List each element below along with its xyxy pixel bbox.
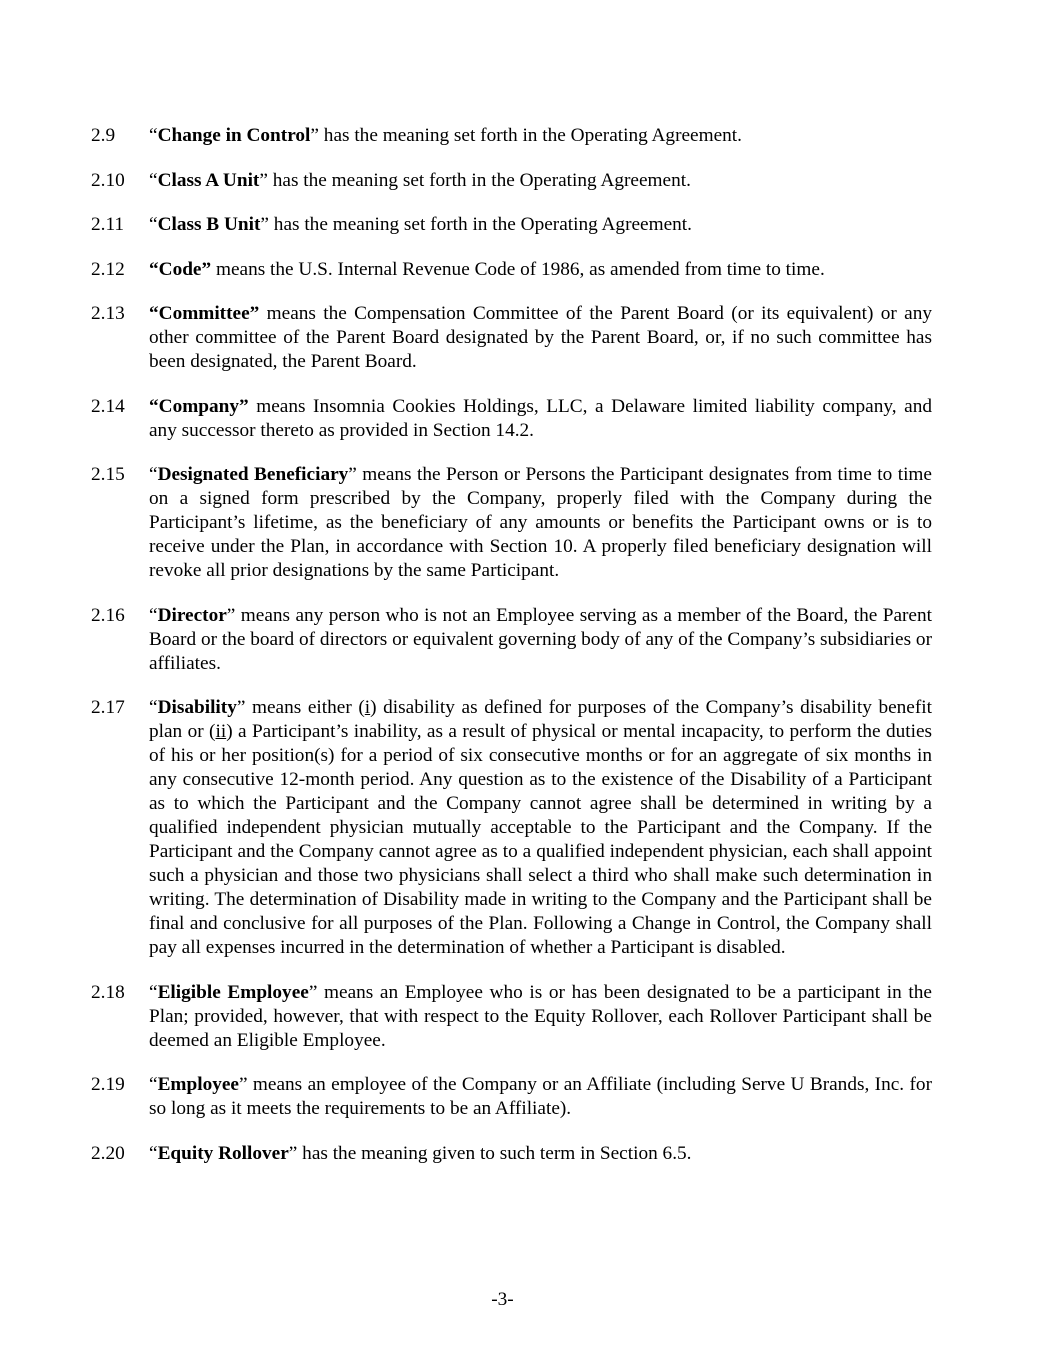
section-number: 2.12 bbox=[91, 258, 125, 280]
definition-text: “Designated Beneficiary” means the Person or Persons the Participant designates from time to time on a signed form prescribed by the Company, properly filed with the Company during the Participant’s lifetime, as the beneficiary of any amounts or benefits the Participant owns or is to receive under the Plan, in accordance with Section 10. A properly filed beneficiary designation will revoke all prior designations by the same Participant. bbox=[149, 464, 932, 581]
definition-text: “Director” means any person who is not an Employee serving as a member of the Board, the Parent Board or the board of directors or equivalent governing body of any of the Company’s subsidiaries or affiliates. bbox=[149, 604, 932, 674]
defined-term: Employee bbox=[157, 1074, 239, 1095]
definition-text: “Code” means the U.S. Internal Revenue Code of 1986, as amended from time to time. bbox=[149, 258, 825, 280]
defined-term: Class A Unit bbox=[157, 169, 260, 191]
section-number: 2.16 bbox=[91, 604, 125, 626]
section-number: 2.15 bbox=[91, 464, 125, 485]
definition-text: “Employee” means an employee of the Company or an Affiliate (including Serve U Brands, Inc. for so long as it meets the requirements to be an Affiliate). bbox=[149, 1074, 932, 1119]
definition-item bbox=[91, 1073, 932, 1121]
definition-item bbox=[91, 463, 932, 583]
definition-text: “Class A Unit” has the meaning set forth in the Operating Agreement. bbox=[149, 169, 691, 191]
defined-term: “Code” bbox=[149, 258, 212, 280]
section-number: 2.9 bbox=[91, 125, 116, 146]
defined-term: Director bbox=[157, 604, 227, 626]
defined-term: Change in Control bbox=[157, 125, 311, 146]
defined-term: “Company” bbox=[149, 395, 249, 417]
definition-item bbox=[91, 124, 932, 148]
definition-text: “Eligible Employee” means an Employee who is or has been designated to be a participant in the Plan; provided, however, that with respect to the Equity Rollover, each Rollover Participant shall be deemed an Eligible Employee. bbox=[149, 981, 932, 1051]
section-number: 2.17 bbox=[91, 697, 125, 718]
definition-text: “Company” means Insomnia Cookies Holdings, LLC, a Delaware limited liability company, and any successor thereto as provided in Section 14.2. bbox=[149, 395, 932, 441]
list-marker: ii bbox=[215, 721, 227, 742]
definition-text: “Committee” means the Compensation Committee of the Parent Board (or its equivalent) or any other committee of the Parent Board designated by the Parent Board, or, if no such committee has been designated, the Parent Board. bbox=[149, 303, 932, 372]
definitions-list bbox=[91, 124, 932, 1186]
section-number: 2.18 bbox=[91, 981, 125, 1003]
section-number: 2.10 bbox=[91, 169, 125, 191]
section-number: 2.14 bbox=[91, 395, 125, 417]
definition-item bbox=[91, 981, 932, 1053]
defined-term: Class B Unit bbox=[157, 214, 261, 235]
defined-term: “Committee” bbox=[149, 303, 260, 324]
section-number: 2.11 bbox=[91, 214, 125, 235]
section-number: 2.20 bbox=[91, 1142, 125, 1164]
definition-item bbox=[91, 302, 932, 374]
definition-item bbox=[91, 169, 932, 193]
defined-term: Eligible Employee bbox=[157, 981, 309, 1003]
definition-text: “Class B Unit” has the meaning set forth in the Operating Agreement. bbox=[149, 214, 692, 235]
defined-term: Disability bbox=[157, 697, 237, 718]
section-number: 2.19 bbox=[91, 1074, 125, 1095]
defined-term: Equity Rollover bbox=[157, 1142, 289, 1164]
defined-term: Designated Beneficiary bbox=[157, 464, 349, 485]
definition-item bbox=[91, 258, 932, 282]
list-marker: i bbox=[364, 697, 371, 718]
definition-text: “Equity Rollover” has the meaning given to such term in Section 6.5. bbox=[149, 1142, 692, 1164]
definition-text: “Disability” means either (i) disability as defined for purposes of the Company’s disability benefit plan or (ii) a Participant’s inability, as a result of physical or mental incapacity, to perform the duties of his or her position(s) for a period of six consecutive months or for an aggregate of six months in any consecutive 12-month period. Any question as to the existence of the Disability of a Participant as to which the Participant and the Company cannot agree shall be determined in writing by a qualified independent physician mutually acceptable to the Participant and the Company. If the Participant and the Company cannot agree as to a qualified independent physician, each shall appoint such a physician and those two physicians shall select a third who shall make such determination in writing. The determination of Disability made in writing to the Company and the Participant shall be final and conclusive for all purposes of the Plan. Following a Change in Control, the Company shall pay all expenses incurred in the determination of whether a Participant is disabled. bbox=[149, 697, 932, 958]
section-number: 2.13 bbox=[91, 303, 125, 324]
page-number: -3- bbox=[491, 1289, 514, 1310]
definition-item bbox=[91, 213, 932, 237]
definition-item bbox=[91, 604, 932, 676]
definition-item bbox=[91, 1142, 932, 1166]
definition-item bbox=[91, 395, 932, 443]
definition-item bbox=[91, 696, 932, 960]
definition-text: “Change in Control” has the meaning set forth in the Operating Agreement. bbox=[149, 125, 742, 146]
